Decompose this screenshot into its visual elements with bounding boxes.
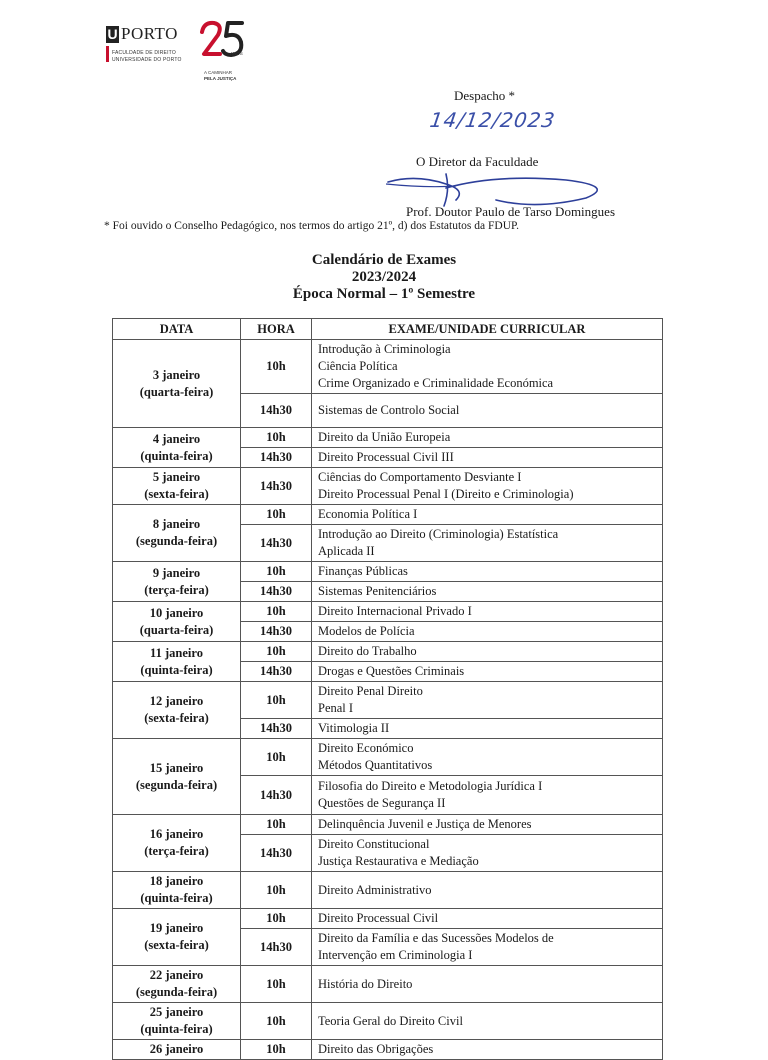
exam-weekday: (sexta-feira) (144, 487, 209, 501)
exam-subjects-cell (312, 815, 663, 835)
exam-hour: 14h30 (241, 662, 312, 682)
exam-subject: Direito Económico (318, 741, 414, 755)
exam-subject: Finanças Públicas (318, 564, 408, 578)
exam-subjects-cell (312, 394, 663, 428)
exam-date-cell (113, 966, 241, 1003)
exam-hour: 14h30 (241, 929, 312, 966)
exam-hour: 14h30 (241, 525, 312, 562)
exam-date: 19 janeiro (149, 921, 204, 935)
exam-subject: Direito Processual Civil (318, 911, 439, 925)
exam-subject: Ciência Política (318, 359, 398, 373)
exam-date: 8 janeiro (152, 517, 201, 531)
exam-hour: 10h (241, 966, 312, 1003)
exam-hour: 14h30 (241, 394, 312, 428)
exam-subject: Direito Processual Penal I (Direito e Criminologia) (318, 487, 574, 501)
exam-subject: Direito do Trabalho (318, 644, 417, 658)
exam-subjects-cell (312, 835, 663, 872)
footnote: * Foi ouvido o Conselho Pedagógico, nos termos do artigo 21º, d) dos Estatutos da FDUP. (104, 220, 519, 232)
exam-subjects-cell (312, 428, 663, 448)
header-exam: EXAME/UNIDADE CURRICULAR (312, 319, 663, 340)
table-row (113, 1003, 663, 1040)
exam-subjects-cell (312, 719, 663, 739)
exam-weekday: (segunda-feira) (135, 985, 218, 999)
exam-subject: Direito das Obrigações (318, 1042, 434, 1056)
exam-date-cell (113, 739, 241, 815)
table-row (113, 815, 663, 835)
uporto-logo-mark: U (107, 26, 118, 42)
table-header-row (113, 319, 663, 340)
exam-subject: Métodos Quantitativos (318, 758, 433, 772)
exam-subjects-cell (312, 602, 663, 622)
exam-subject: História do Direito (318, 976, 413, 991)
exam-date: 16 janeiro (149, 827, 204, 841)
exam-weekday: (sexta-feira) (144, 711, 209, 725)
exam-subjects-cell (312, 909, 663, 929)
exam-subject: Penal I (318, 701, 354, 715)
exam-table-body (113, 340, 663, 1060)
uporto-logo-name: PORTO (121, 24, 178, 43)
exam-weekday: (terça-feira) (144, 844, 209, 858)
table-row (113, 872, 663, 909)
despacho-label: Despacho * (454, 88, 516, 103)
exam-date-cell (113, 815, 241, 872)
logo-university-line: UNIVERSIDADE DO PORTO (112, 57, 182, 63)
exam-subject: Direito Processual Civil III (318, 450, 454, 464)
exam-subject: Sistemas de Controlo Social (318, 403, 460, 417)
exam-date-cell (113, 909, 241, 966)
exam-weekday: (quinta-feira) (140, 1022, 213, 1036)
exam-calendar-table (112, 318, 663, 1060)
exam-weekday: (quarta-feira) (139, 622, 214, 637)
exam-subjects-cell (312, 340, 663, 394)
header-hour: HORA (241, 319, 312, 340)
exam-hour: 14h30 (241, 468, 312, 505)
table-row (113, 340, 663, 394)
exam-hour: 10h (241, 739, 312, 776)
exam-subject: Justiça Restaurativa e Mediação (318, 854, 479, 868)
exam-weekday: (quinta-feira) (140, 662, 213, 677)
exam-subject: Direito Constitucional (318, 837, 430, 851)
exam-date: 3 janeiro (152, 367, 201, 382)
exam-subject: Introdução ao Direito (Criminologia) Estatística (318, 527, 559, 541)
exam-hour: 14h30 (241, 719, 312, 739)
table-row (113, 428, 663, 448)
logo-red-bar (106, 46, 109, 62)
exam-date: 26 janeiro (149, 1042, 204, 1056)
logo-anos: ANOS (230, 51, 243, 56)
exam-subjects-cell (312, 682, 663, 719)
exam-subjects-cell (312, 468, 663, 505)
director-name: Prof. Doutor Paulo de Tarso Domingues (406, 204, 615, 219)
exam-date-cell (113, 562, 241, 602)
exam-date: 9 janeiro (152, 565, 201, 580)
exam-hour: 10h (241, 815, 312, 835)
table-row (113, 1040, 663, 1060)
exam-hour: 14h30 (241, 776, 312, 815)
document-titles (0, 252, 768, 303)
table-row (113, 468, 663, 505)
exam-date-cell (113, 1040, 241, 1060)
exam-date: 4 janeiro (152, 431, 201, 446)
exam-date: 25 janeiro (149, 1005, 204, 1019)
exam-subjects-cell (312, 505, 663, 525)
logo-tagline-1: A CAMINHAR (204, 70, 233, 75)
exam-weekday: (segunda-feira) (135, 777, 218, 792)
exam-subject: Intervenção em Criminologia I (318, 948, 473, 962)
exam-subject: Direito Penal Direito (318, 684, 423, 698)
exam-subjects-cell (312, 776, 663, 815)
exam-hour: 10h (241, 872, 312, 909)
director-label: O Diretor da Faculdade (416, 154, 539, 169)
exam-weekday: (sexta-feira) (144, 938, 209, 952)
exam-subject: Sistemas Penitenciários (318, 584, 437, 598)
exam-subject: Crime Organizado e Criminalidade Económica (318, 376, 554, 390)
exam-subject: Direito Administrativo (318, 882, 432, 897)
exam-weekday: (terça-feira) (144, 582, 209, 597)
anniversary-25-logo (198, 20, 248, 66)
exam-subjects-cell (312, 966, 663, 1003)
exam-subject: Ciências do Comportamento Desviante I (318, 470, 522, 484)
exam-date: 5 janeiro (152, 470, 201, 484)
exam-subjects-cell (312, 582, 663, 602)
exam-subject: Delinquência Juvenil e Justiça de Menores (318, 817, 532, 831)
exam-date-cell (113, 428, 241, 468)
exam-subjects-cell (312, 448, 663, 468)
exam-subjects-cell (312, 525, 663, 562)
exam-date-cell (113, 340, 241, 428)
exam-subject: Economia Política I (318, 507, 418, 521)
exam-subject: Modelos de Polícia (318, 624, 415, 638)
table-row (113, 682, 663, 719)
table-row (113, 642, 663, 662)
exam-subjects-cell (312, 662, 663, 682)
exam-subject: Aplicada II (318, 544, 375, 558)
exam-date-cell (113, 642, 241, 682)
exam-hour: 10h (241, 1040, 312, 1060)
exam-hour: 14h30 (241, 835, 312, 872)
exam-date: 18 janeiro (149, 874, 204, 888)
exam-date-cell (113, 682, 241, 739)
exam-hour: 10h (241, 642, 312, 662)
exam-subjects-cell (312, 739, 663, 776)
exam-subject: Direito Internacional Privado I (318, 604, 472, 618)
exam-date: 11 janeiro (150, 645, 203, 660)
exam-hour: 10h (241, 1003, 312, 1040)
table-row (113, 909, 663, 929)
exam-subjects-cell (312, 622, 663, 642)
exam-date: 15 janeiro (149, 760, 204, 775)
title-calendar: Calendário de Exames (311, 252, 457, 268)
exam-subject: Direito da Família e das Sucessões Modelos de (318, 931, 554, 945)
exam-date-cell (113, 872, 241, 909)
exam-date-cell (113, 602, 241, 642)
table-row (113, 602, 663, 622)
exam-date-cell (113, 1003, 241, 1040)
title-season: Época Normal – 1º Semestre (292, 286, 476, 302)
exam-subjects-cell (312, 1003, 663, 1040)
table-row (113, 739, 663, 776)
logo-faculty-line: FACULDADE DE DIREITO (112, 50, 176, 56)
exam-subject: Vitimologia II (318, 721, 390, 735)
exam-subject: Drogas e Questões Criminais (318, 664, 465, 678)
exam-weekday: (quinta-feira) (140, 448, 213, 463)
exam-hour: 14h30 (241, 582, 312, 602)
exam-hour: 10h (241, 340, 312, 394)
exam-date: 10 janeiro (149, 605, 204, 620)
logo-tagline-2: PELA JUSTIÇA (204, 76, 237, 81)
table-row (113, 562, 663, 582)
exam-subject: Introdução à Criminologia (318, 342, 451, 356)
exam-date: 12 janeiro (149, 694, 204, 708)
exam-hour: 10h (241, 909, 312, 929)
exam-date: 22 janeiro (149, 968, 204, 982)
exam-subject: Direito da União Europeia (318, 430, 451, 444)
despacho-handwritten-date: 14/12/2023 (428, 108, 557, 132)
exam-hour: 10h (241, 505, 312, 525)
exam-weekday: (quinta-feira) (140, 891, 213, 905)
exam-subject: Filosofia do Direito e Metodologia Jurídica I (318, 779, 543, 793)
exam-subjects-cell (312, 929, 663, 966)
table-row (113, 966, 663, 1003)
table-row (113, 505, 663, 525)
exam-subject: Teoria Geral do Direito Civil (318, 1013, 463, 1028)
title-year: 2023/2024 (351, 269, 417, 285)
exam-date-cell (113, 468, 241, 505)
exam-hour: 10h (241, 428, 312, 448)
exam-hour: 10h (241, 562, 312, 582)
exam-subjects-cell (312, 1040, 663, 1060)
anniversary-25-graphic (198, 20, 248, 66)
exam-subjects-cell (312, 562, 663, 582)
exam-subject: Questões de Segurança II (318, 796, 446, 810)
exam-date-cell (113, 505, 241, 562)
header-date: DATA (113, 319, 241, 340)
exam-hour: 14h30 (241, 448, 312, 468)
exam-weekday: (segunda-feira) (135, 534, 218, 548)
exam-hour: 10h (241, 602, 312, 622)
exam-hour: 14h30 (241, 622, 312, 642)
exam-hour: 10h (241, 682, 312, 719)
exam-subjects-cell (312, 642, 663, 662)
exam-subjects-cell (312, 872, 663, 909)
exam-weekday: (quarta-feira) (139, 384, 214, 399)
